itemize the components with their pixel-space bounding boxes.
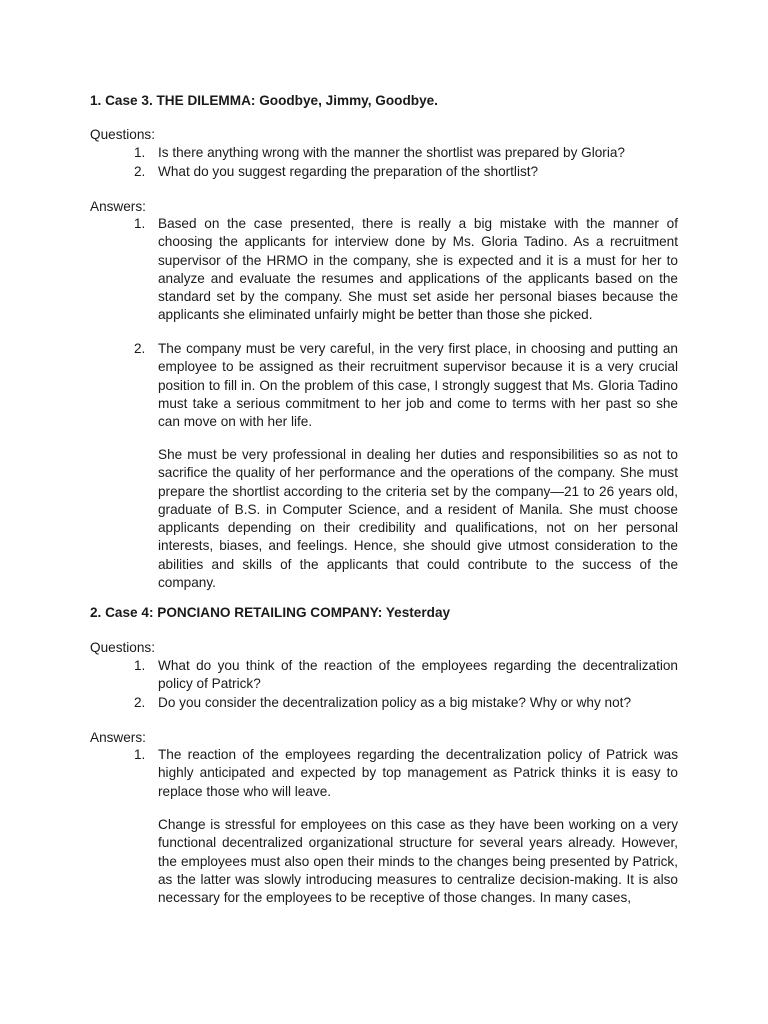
answer-text: Based on the case presented, there is really a big mistake with the manner of choosing the applicants for interview done by Ms. Gloria Tadino. As a recruitment supervisor of the HRMO in the company, she is expected and it is a must for her to analyze and evaluate the resumes and applications of the applicants based on the standard set by the company. She must set aside her personal biases because the applicants she eliminated unfairly might be better than those she picked.: [158, 216, 678, 323]
list-number: 1.: [134, 658, 146, 673]
case-4-answer-1: [134, 746, 678, 801]
case-4-answer-1-paragraph-2: Change is stressful for employees on this case as they have been working on a very functional decentralized organizational structure for several years already. However, the employees must also open their minds to the changes being presented by Patrick, as the latter was slowly introducing measures to centralize decision-making. It is also necessary for the employees to be receptive of those changes. In many cases,: [158, 817, 678, 906]
case-3-answer-1: [134, 215, 678, 325]
case-3-answer-2: [134, 340, 678, 431]
question-text: What do you think of the reaction of the employees regarding the decentralization policy of Patrick?: [158, 658, 678, 692]
list-number: 1.: [134, 747, 146, 762]
case-3-question-2: [134, 163, 678, 181]
question-text: Is there anything wrong with the manner the shortlist was prepared by Gloria?: [158, 145, 625, 160]
case-3-questions-label: Questions:: [90, 127, 155, 142]
list-number: 2.: [134, 695, 146, 710]
answer-text: The company must be very careful, in the very first place, in choosing and putting an employee to be assigned as their recruitment supervisor because it is a very crucial position to fill in. On the problem of this case, I strongly suggest that Ms. Gloria Tadino must take a serious commitment to her job and come to terms with her past so she can move on with her life.: [158, 341, 678, 430]
case-4-question-2: [134, 694, 678, 712]
case-4-question-1: [134, 657, 678, 694]
case-4-answers-label: Answers:: [90, 730, 146, 745]
case-3-answer-2-paragraph-2: She must be very professional in dealing her duties and responsibilities so as not to sacrifice the quality of her performance and the operations of the company. She must prepare the shortlist according to the criteria set by the company—21 to 26 years old, graduate of B.S. in Computer Science, and a resident of Manila. She must choose applicants depending on their credibility and qualifications, not on her personal interests, biases, and feelings. Hence, she should give utmost consideration to the abilities and skills of the applicants that could contribute to the success of the company.: [158, 447, 678, 591]
question-text: What do you suggest regarding the preparation of the shortlist?: [158, 164, 539, 179]
case-3-title: 1. Case 3. THE DILEMMA: Goodbye, Jimmy, Goodbye.: [90, 93, 438, 108]
case-4-title: 2. Case 4: PONCIANO RETAILING COMPANY: Yesterday: [90, 605, 451, 620]
question-text: Do you consider the decentralization policy as a big mistake? Why or why not?: [158, 695, 632, 710]
list-number: 1.: [134, 145, 146, 160]
case-4-questions-label: Questions:: [90, 640, 155, 655]
list-number: 1.: [134, 216, 146, 231]
list-number: 2.: [134, 164, 146, 179]
list-number: 2.: [134, 341, 146, 356]
answer-text: The reaction of the employees regarding the decentralization policy of Patrick was highly anticipated and expected by top management as Patrick thinks it is easy to replace those who will leave.: [158, 747, 678, 799]
case-3-answers-label: Answers:: [90, 199, 146, 214]
case-3-question-1: [134, 144, 678, 162]
